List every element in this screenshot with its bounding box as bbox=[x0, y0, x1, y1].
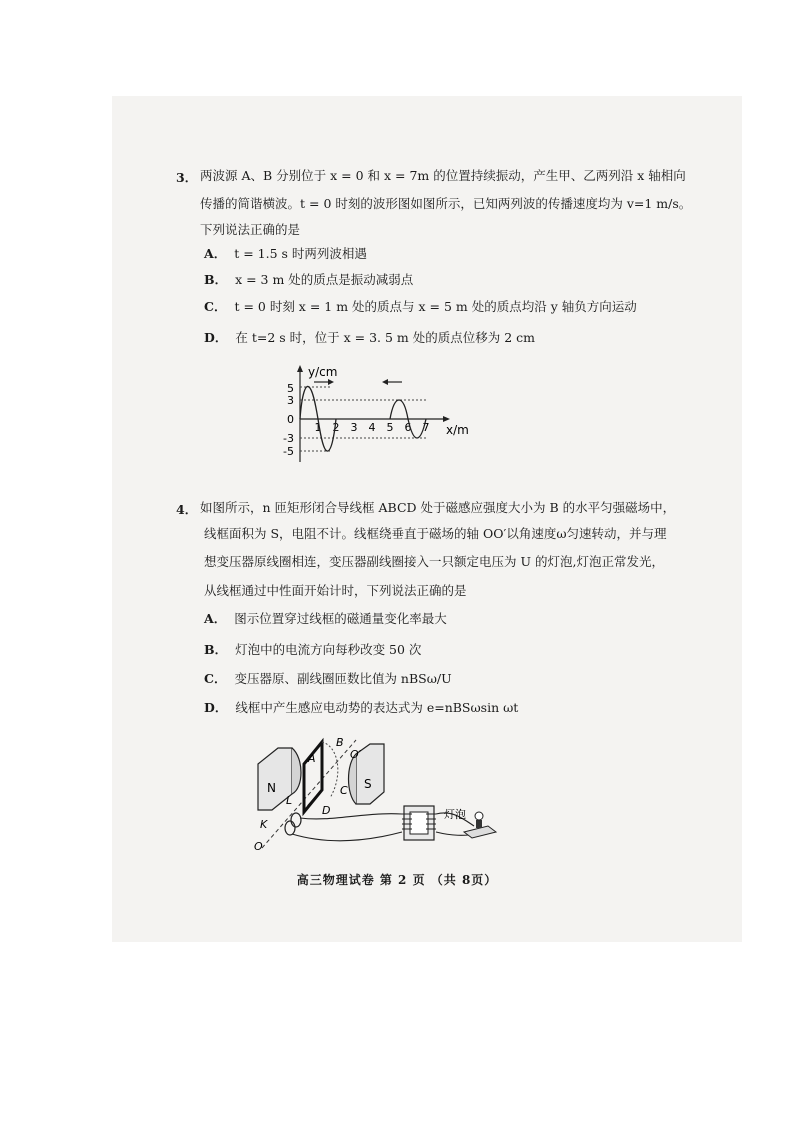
option-c bbox=[204, 671, 452, 687]
option-b bbox=[204, 642, 421, 658]
label-a: A bbox=[308, 752, 316, 765]
x-tick-label: 5 bbox=[386, 421, 394, 434]
bulb-label: 灯泡 bbox=[444, 808, 466, 821]
x-tick-label: 7 bbox=[422, 421, 430, 434]
option-c bbox=[204, 299, 637, 315]
south-pole-face bbox=[349, 754, 357, 804]
wave-graph bbox=[274, 362, 494, 466]
slip-ring bbox=[285, 821, 295, 835]
question-stem-line: 线框面积为 S，电阻不计。线框绕垂直于磁场的轴 OO′以角速度ω匀速转动，并与理 bbox=[204, 526, 667, 541]
y-tick-label: -5 bbox=[283, 445, 294, 458]
x-tick-label: 4 bbox=[368, 421, 376, 434]
x-axis-label: x/m bbox=[446, 423, 469, 437]
option-text: x = 3 m 处的质点是振动减弱点 bbox=[235, 272, 414, 287]
x-axis-arrow bbox=[443, 416, 450, 422]
left-arrow-head bbox=[382, 379, 388, 385]
option-text: t = 1.5 s 时两列波相遇 bbox=[234, 246, 367, 261]
option-a bbox=[204, 246, 367, 262]
bulb-socket bbox=[476, 820, 482, 828]
y-tick-label: 3 bbox=[287, 394, 294, 407]
label-k: K bbox=[260, 818, 268, 831]
option-letter: A． bbox=[204, 611, 227, 626]
label-d: D bbox=[322, 804, 331, 817]
north-pole-face bbox=[292, 748, 301, 794]
option-letter: C． bbox=[204, 671, 227, 686]
option-d bbox=[204, 330, 535, 346]
question-stem-line: 传播的简谐横波。t = 0 时刻的波形图如图所示，已知两列波的传播速度均为 v=1 m/s。 bbox=[200, 196, 692, 211]
x-tick-label: 2 bbox=[332, 421, 340, 434]
rotation-path bbox=[322, 742, 338, 798]
label-b: B bbox=[336, 736, 344, 749]
option-text: 变压器原、副线圈匝数比值为 nBSω/U bbox=[234, 671, 452, 686]
label-o: O bbox=[254, 840, 263, 853]
page-footer: 高三物理试卷 第 2 页 （共 8页） bbox=[296, 873, 498, 887]
generator-transformer-figure bbox=[252, 734, 502, 858]
x-tick-label: 1 bbox=[314, 421, 322, 434]
question-number: 3． bbox=[176, 170, 198, 185]
x-tick-label: 6 bbox=[404, 421, 412, 434]
question-stem-line: 从线框通过中性面开始计时，下列说法正确的是 bbox=[204, 583, 467, 598]
option-letter: B． bbox=[204, 642, 228, 657]
question-stem-line: 如图所示，n 匝矩形闭合导线框 ABCD 处于磁感应强度大小为 B 的水平匀强磁场中， bbox=[200, 500, 676, 515]
label-n: N bbox=[267, 781, 276, 795]
option-text: 在 t=2 s 时，位于 x = 3. 5 m 处的质点位移为 2 cm bbox=[235, 330, 535, 345]
wire bbox=[300, 814, 402, 819]
transformer-window bbox=[410, 812, 428, 834]
y-tick-label: -3 bbox=[283, 432, 294, 445]
slip-ring bbox=[291, 813, 301, 827]
y-axis-arrow bbox=[297, 365, 303, 372]
label-c: C bbox=[340, 784, 348, 797]
question-number: 4． bbox=[176, 502, 198, 517]
option-letter: D． bbox=[204, 700, 228, 715]
option-a bbox=[204, 611, 447, 627]
y-axis-label: y/cm bbox=[308, 365, 338, 379]
lightbulb-icon bbox=[475, 812, 483, 820]
option-d bbox=[204, 700, 518, 716]
option-text: 线框中产生感应电动势的表达式为 e=nBSωsin ωt bbox=[235, 700, 519, 715]
label-l: L bbox=[286, 794, 293, 807]
y-tick-label: 0 bbox=[287, 413, 294, 426]
option-letter: D． bbox=[204, 330, 228, 345]
wire bbox=[292, 832, 402, 841]
question-stem-line: 两波源 A、B 分别位于 x = 0 和 x = 7m 的位置持续振动，产生甲、乙两列沿 x 轴相向 bbox=[200, 168, 686, 183]
option-letter: A． bbox=[204, 246, 227, 261]
question-stem-line: 想变压器原线圈相连，变压器副线圈接入一只额定电压为 U 的灯泡,灯泡正常发光， bbox=[204, 554, 664, 569]
option-text: t = 0 时刻 x = 1 m 处的质点与 x = 5 m 处的质点均沿 y 轴负方向运动 bbox=[234, 299, 637, 314]
option-b bbox=[204, 272, 413, 288]
option-text: 图示位置穿过线框的磁通量变化率最大 bbox=[234, 611, 447, 626]
label-s: S bbox=[364, 777, 372, 791]
y-tick-label: 5 bbox=[287, 382, 294, 395]
question-stem-line: 下列说法正确的是 bbox=[200, 222, 301, 237]
label-o-prime: O′ bbox=[350, 748, 362, 761]
option-letter: B． bbox=[204, 272, 228, 287]
right-arrow-head bbox=[328, 379, 334, 385]
option-text: 灯泡中的电流方向每秒改变 50 次 bbox=[235, 642, 422, 657]
option-letter: C． bbox=[204, 299, 227, 314]
x-tick-label: 3 bbox=[350, 421, 358, 434]
